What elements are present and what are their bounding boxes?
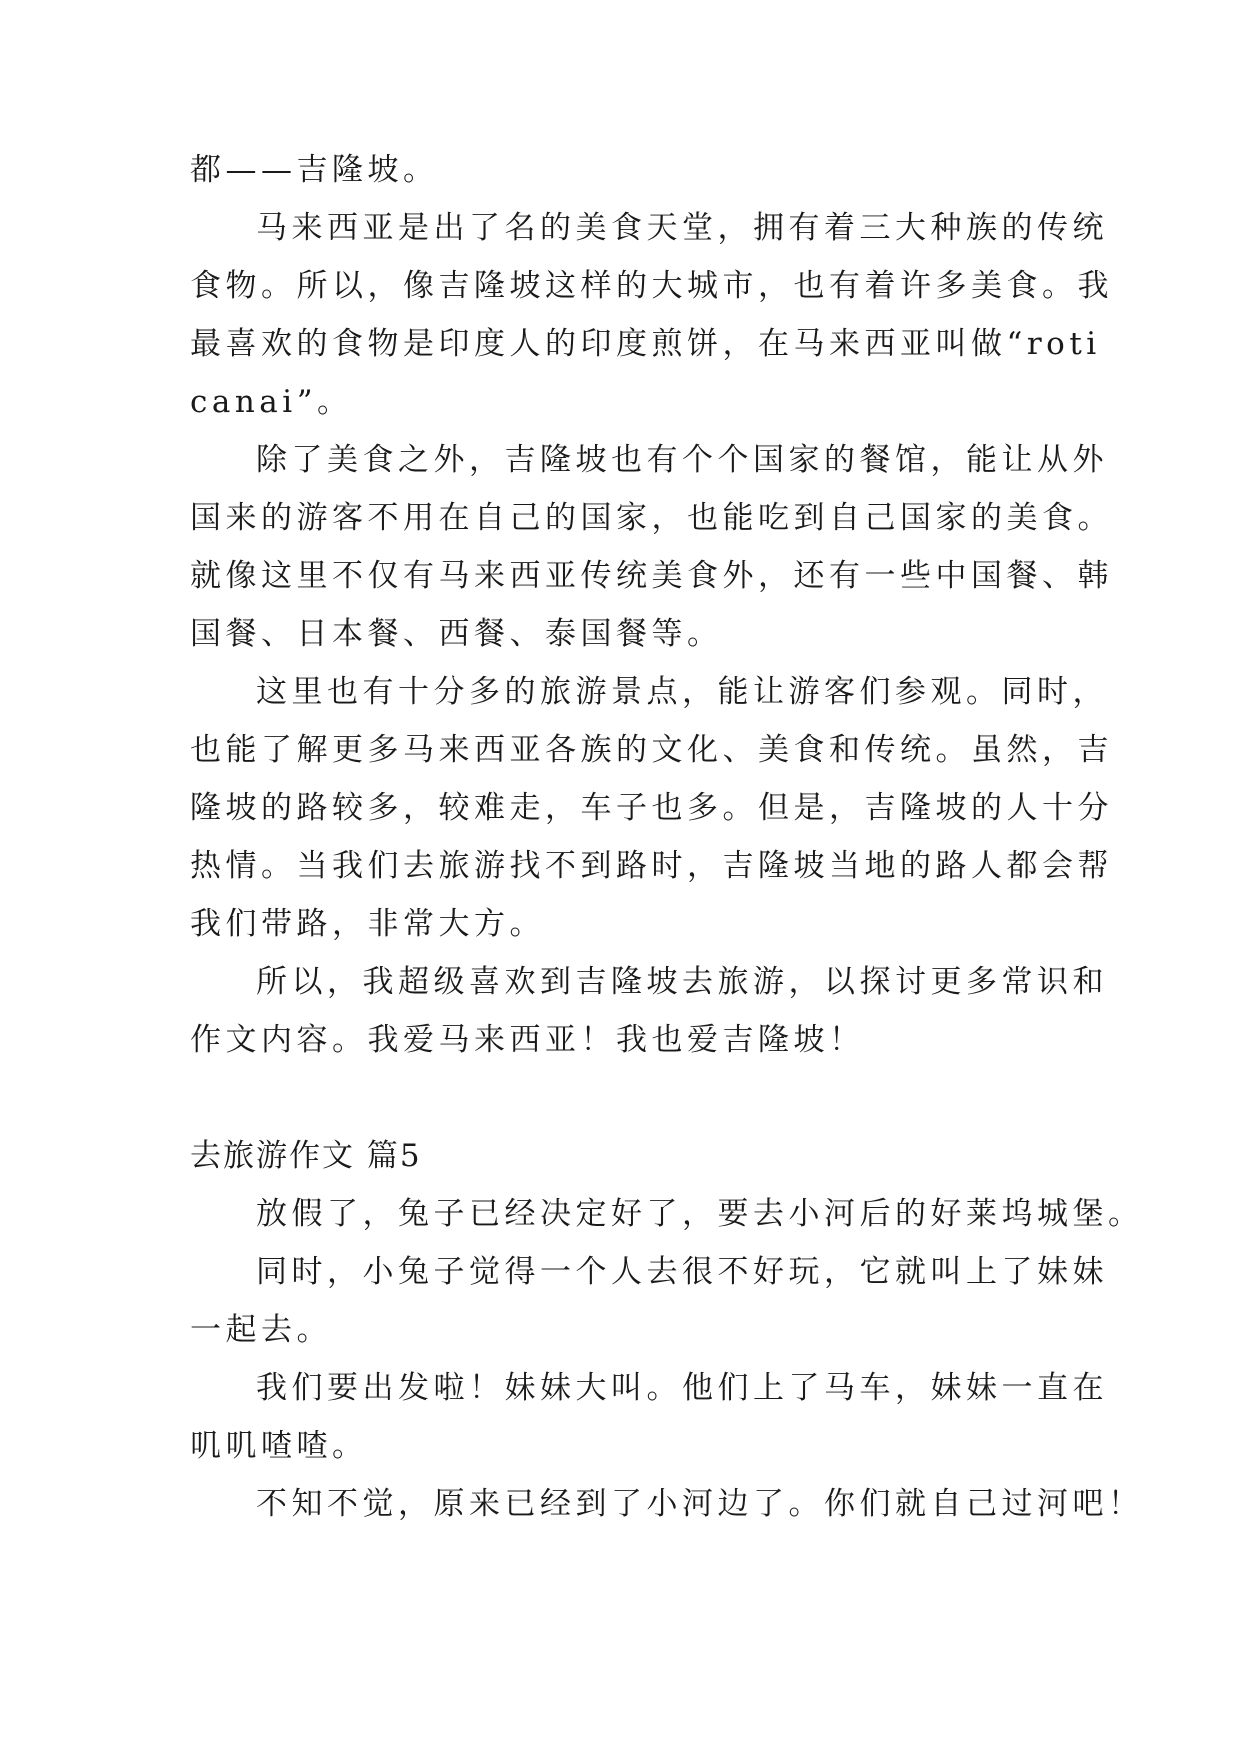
section-heading: 去旅游作文 篇5 xyxy=(190,1138,422,1174)
text-line: 热情。当我们去旅游找不到路时，吉隆坡当地的路人都会帮 xyxy=(190,848,1113,884)
paragraph-start: 不知不觉，原来已经到了小河边了。你们就自己过河吧！ xyxy=(256,1486,1144,1522)
paragraph-start: 我们要出发啦！妹妹大叫。他们上了马车，妹妹一直在 xyxy=(256,1370,1108,1406)
text-line: 最喜欢的食物是印度人的印度煎饼，在马来西亚叫做“roti xyxy=(190,326,1101,362)
text-line: 国来的游客不用在自己的国家，也能吃到自己国家的美食。 xyxy=(190,500,1113,536)
text-line: 我们带路，非常大方。 xyxy=(190,906,545,942)
text-line: 都——吉隆坡。 xyxy=(190,152,439,188)
text-line: 作文内容。我爱马来西亚！我也爱吉隆坡！ xyxy=(190,1022,865,1058)
text-line: 叽叽喳喳。 xyxy=(190,1428,368,1464)
paragraph-start: 所以，我超级喜欢到吉隆坡去旅游，以探讨更多常识和 xyxy=(256,964,1108,1000)
text-line: 就像这里不仅有马来西亚传统美食外，还有一些中国餐、韩 xyxy=(190,558,1113,594)
text-line: 也能了解更多马来西亚各族的文化、美食和传统。虽然，吉 xyxy=(190,732,1113,768)
text-line: canai”。 xyxy=(190,384,353,420)
text-line: 食物。所以，像吉隆坡这样的大城市，也有着许多美食。我 xyxy=(190,268,1113,304)
text-line: 一起去。 xyxy=(190,1312,332,1348)
paragraph-start: 除了美食之外，吉隆坡也有个个国家的餐馆，能让从外 xyxy=(256,442,1108,478)
paragraph-start: 放假了，兔子已经决定好了，要去小河后的好莱坞城堡。 xyxy=(256,1196,1144,1232)
paragraph-start: 这里也有十分多的旅游景点，能让游客们参观。同时， xyxy=(256,674,1108,710)
paragraph-start: 马来西亚是出了名的美食天堂，拥有着三大种族的传统 xyxy=(256,210,1108,246)
text-line: 隆坡的路较多，较难走，车子也多。但是，吉隆坡的人十分 xyxy=(190,790,1113,826)
text-line: 国餐、日本餐、西餐、泰国餐等。 xyxy=(190,616,723,652)
paragraph-start: 同时，小兔子觉得一个人去很不好玩，它就叫上了妹妹 xyxy=(256,1254,1108,1290)
